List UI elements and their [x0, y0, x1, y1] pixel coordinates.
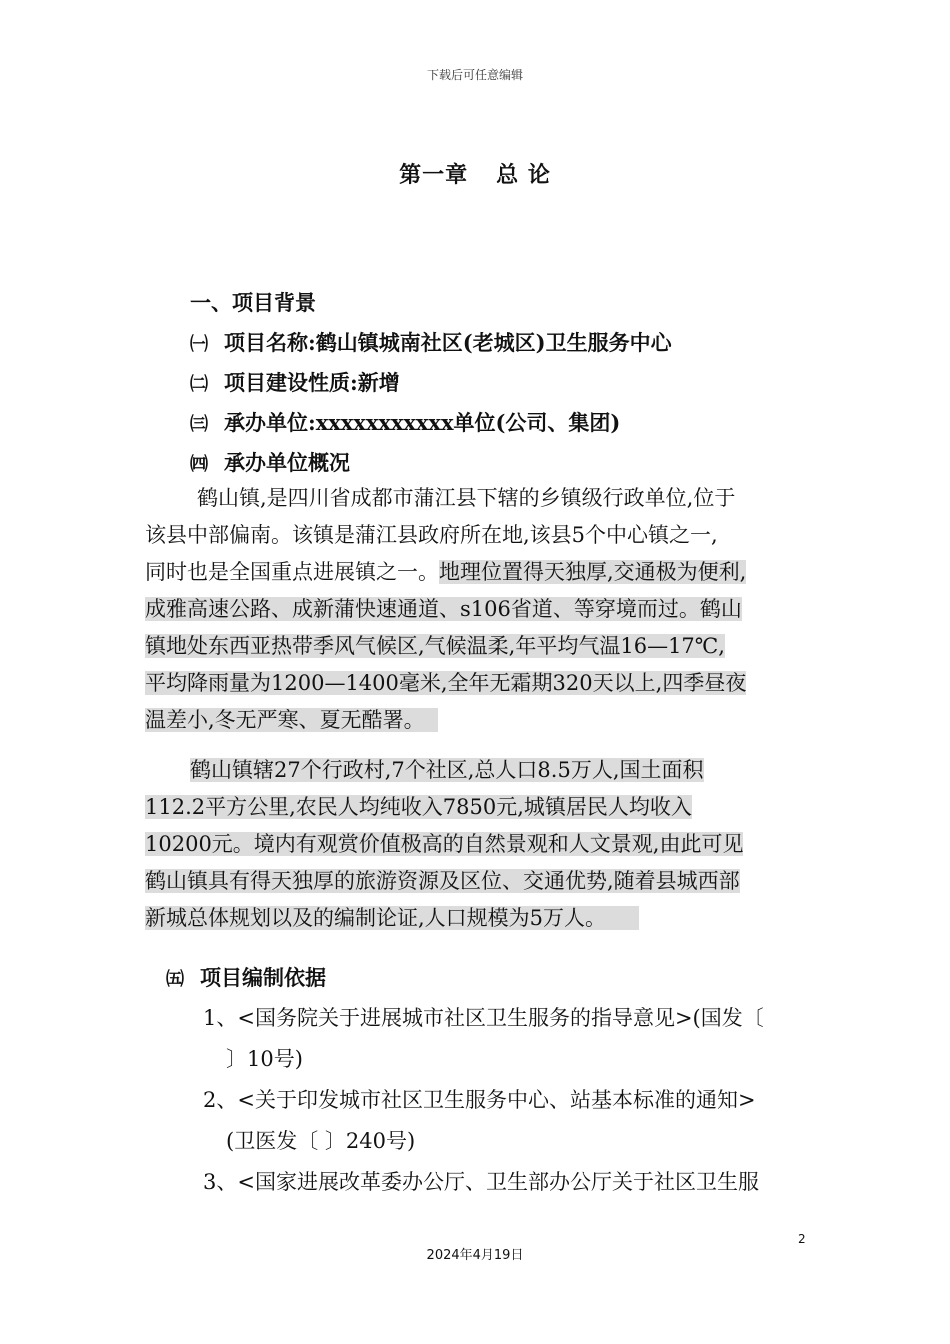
highlighted-text: 鹤山镇具有得天独厚的旅游资源及区位、交通优势,随着县城西部	[145, 869, 740, 893]
reference-line: 3、<国家进展改革委办公厅、卫生部办公厅关于社区卫生服	[203, 1170, 759, 1194]
paragraph-line	[145, 665, 810, 702]
highlighted-text: 成雅高速公路、成新蒲快速通道、s106省道、等穿境而过。鹤山	[145, 597, 742, 621]
paragraph-line	[145, 752, 810, 789]
reference-line: (卫医发〔 〕240号)	[226, 1129, 416, 1153]
item-heading	[190, 407, 620, 437]
chapter-title	[0, 158, 950, 189]
item-number: ㈢	[190, 414, 208, 435]
item-number: ㈠	[190, 334, 208, 355]
chapter-name: 总 论	[496, 162, 551, 188]
footer-date: 2024年4月19日	[426, 1248, 524, 1263]
item-text: 承办单位:xxxxxxxxxxx单位(公司、集团)	[224, 410, 621, 435]
paragraph-line: 该县中部偏南。该镇是蒲江县政府所在地,该县5个中心镇之一,	[145, 523, 718, 547]
item-number: ㈤	[166, 969, 184, 990]
item-heading	[190, 367, 400, 397]
item-heading	[166, 962, 326, 992]
paragraph-line: 鹤山镇,是四川省成都市蒲江县下辖的乡镇级行政单位,位于	[197, 486, 736, 510]
paragraph-line	[145, 826, 810, 863]
highlighted-text: 112.2平方公里,农民人均纯收入7850元,城镇居民人均收入	[145, 795, 692, 819]
paragraph-line	[145, 863, 810, 900]
reference-line: 〕10号)	[226, 1047, 303, 1071]
highlighted-text: 平均降雨量为1200—1400毫米,全年无霜期320天以上,四季昼夜	[145, 671, 747, 695]
paragraph-overview	[145, 480, 810, 739]
page-number: 2	[798, 1232, 806, 1246]
paragraph-line	[145, 702, 810, 739]
paragraph-statistics	[145, 752, 810, 937]
item-text: 承办单位概况	[224, 450, 350, 475]
highlighted-text: 镇地处东西亚热带季风气候区,气候温柔,年平均气温16—17℃,	[145, 634, 725, 658]
paragraph-line: 同时也是全国重点进展镇之一。地理位置得天独厚,交通极为便利,	[145, 560, 747, 584]
paragraph-line	[145, 591, 810, 628]
item-text: 项目建设性质:新增	[224, 370, 400, 395]
reference-item	[203, 1080, 756, 1162]
reference-item	[203, 998, 764, 1080]
paragraph-line	[145, 789, 810, 826]
item-number: ㈡	[190, 374, 208, 395]
item-heading	[190, 447, 350, 477]
item-number: ㈣	[190, 454, 208, 475]
highlighted-text: 鹤山镇辖27个行政村,7个社区,总人口8.5万人,国土面积	[190, 758, 704, 782]
reference-item	[203, 1162, 759, 1203]
item-text: 项目名称:鹤山镇城南社区(老城区)卫生服务中心	[224, 330, 672, 355]
highlighted-text: 新城总体规划以及的编制论证,人口规模为5万人。	[145, 906, 607, 930]
section-heading: 一、项目背景	[190, 290, 316, 315]
item-text: 项目编制依据	[200, 965, 326, 990]
highlighted-text: 温差小,冬无严寒、夏无酷署。	[145, 708, 425, 732]
reference-line: 1、<国务院关于进展城市社区卫生服务的指导意见>(国发〔	[203, 1006, 764, 1030]
highlighted-text: 地理位置得天独厚,交通极为便利,	[439, 560, 747, 584]
chapter-number: 第一章	[399, 162, 469, 188]
header-note: 下载后可任意编辑	[426, 68, 523, 82]
item-heading	[190, 327, 672, 357]
paragraph-line	[145, 900, 810, 937]
reference-line: 2、<关于印发城市社区卫生服务中心、站基本标准的通知>	[203, 1088, 756, 1112]
paragraph-line	[145, 628, 810, 665]
highlighted-text: 10200元。境内有观赏价值极高的自然景观和人文景观,由此可见	[145, 832, 744, 856]
